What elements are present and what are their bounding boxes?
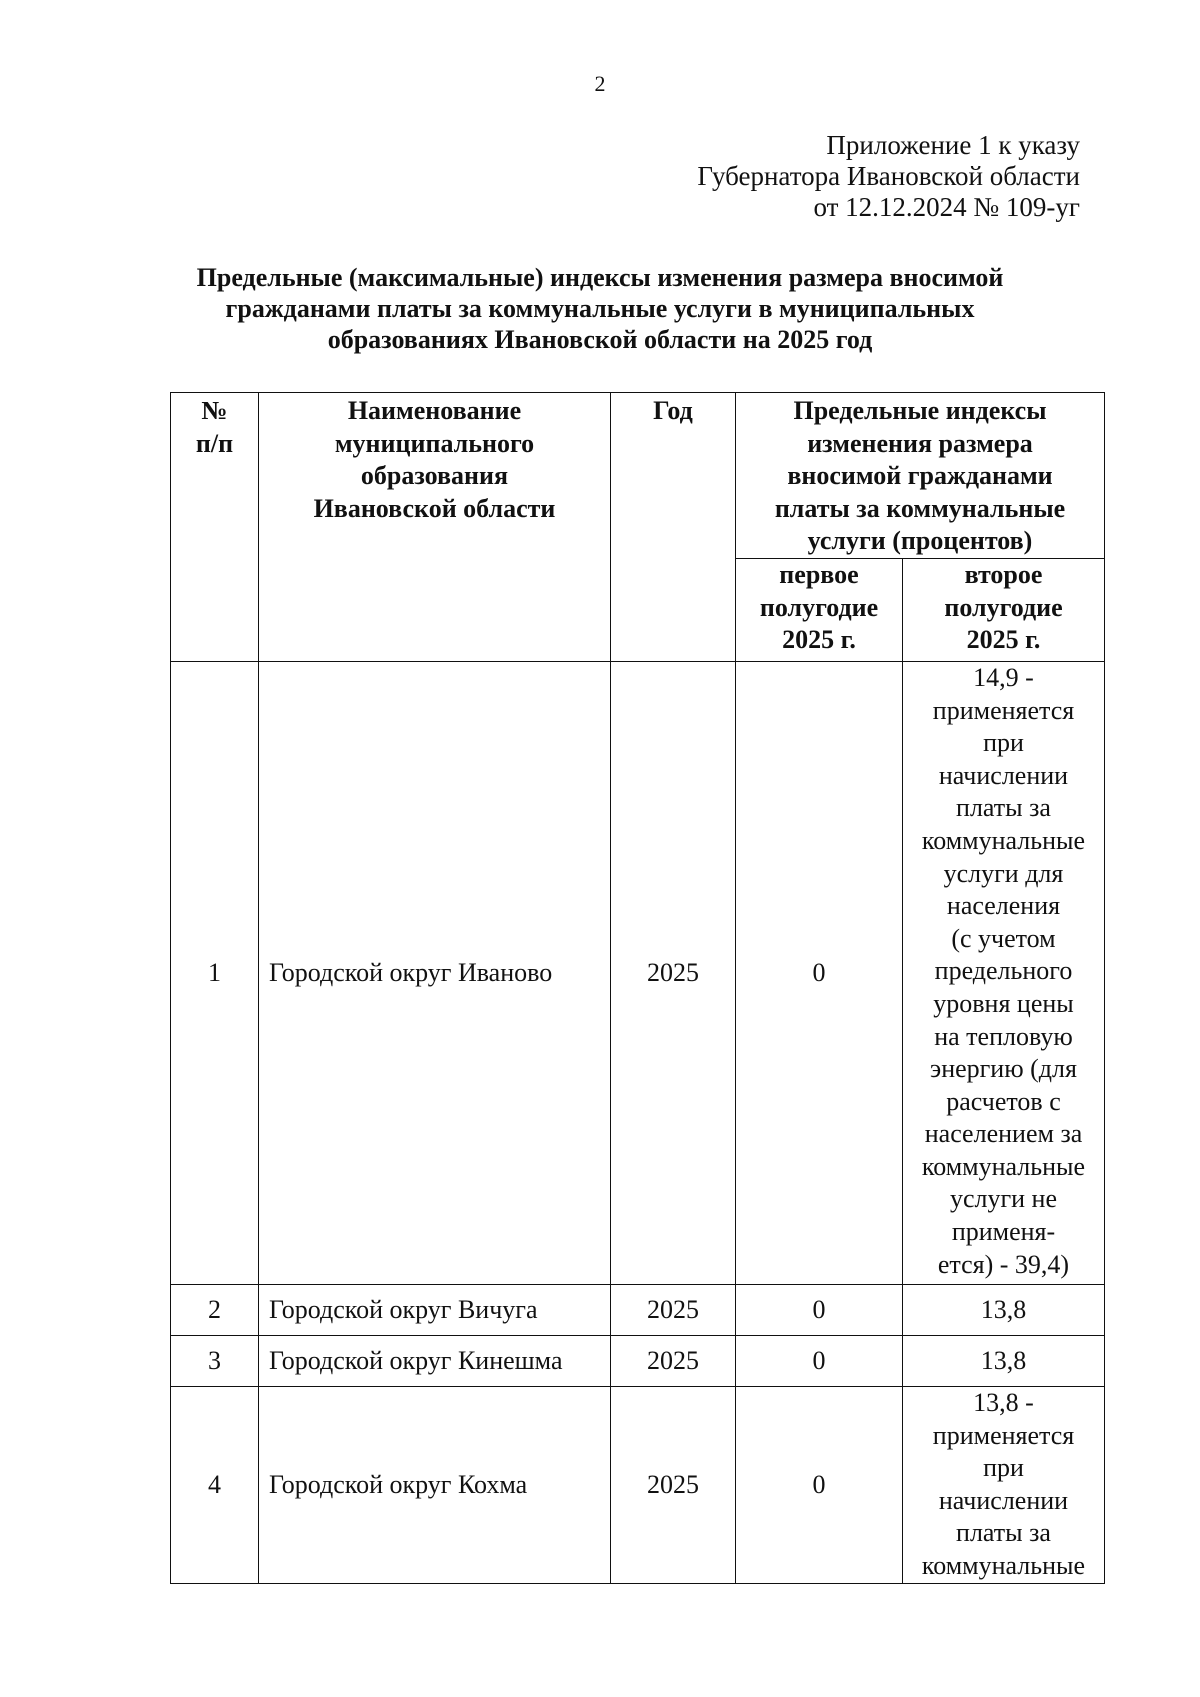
page-number: 2 [594,71,606,96]
appendix-line-3: от 12.12.2024 № 109-уг [813,192,1080,222]
municipality-name: Городской округ Кохма [259,1386,611,1583]
row-year: 2025 [611,1284,736,1335]
title-line-2: гражданами платы за коммунальные услуги в муниципальных [225,294,975,323]
row-number: 1 [171,661,259,1284]
first-half-index: 0 [736,1386,903,1583]
header-year: Год [611,393,736,662]
second-half-index: 13,8 - применяется при начислении платы за коммунальные [903,1386,1105,1583]
row-year: 2025 [611,661,736,1284]
table-row [171,1284,1105,1335]
header-first-half: первое полугодие 2025 г. [736,558,903,661]
row-year: 2025 [611,1386,736,1583]
document-title [150,262,1050,355]
indices-table [170,392,1105,1584]
table-row [171,661,1105,1284]
table-row [171,1335,1105,1386]
header-number: № п/п [171,393,259,662]
second-half-index: 13,8 [903,1335,1105,1386]
title-line-3: образованиях Ивановской области на 2025 год [327,325,873,354]
row-number: 2 [171,1284,259,1335]
second-half-index: 14,9 - применяется при начислении платы за коммунальные услуги для населения (с учетом предельного уровня цены на тепловую энергию (для расчетов с населением за коммунальные услуги не применя- ется) - 39,4) [903,661,1105,1284]
municipality-name: Городской округ Кинешма [259,1335,611,1386]
first-half-index: 0 [736,1284,903,1335]
row-number: 3 [171,1335,259,1386]
appendix-reference [697,130,1080,223]
appendix-line-2: Губернатора Ивановской области [697,161,1080,191]
first-half-index: 0 [736,661,903,1284]
first-half-index: 0 [736,1335,903,1386]
row-number: 4 [171,1386,259,1583]
table-row [171,1386,1105,1583]
row-year: 2025 [611,1335,736,1386]
header-indices: Предельные индексы изменения размера вносимой гражданами платы за коммунальные услуги (процентов) [736,393,1105,559]
header-second-half: второе полугодие 2025 г. [903,558,1105,661]
second-half-index: 13,8 [903,1284,1105,1335]
appendix-line-1: Приложение 1 к указу [826,130,1080,160]
title-line-1: Предельные (максимальные) индексы изменения размера вносимой [196,263,1004,292]
header-municipality: Наименование муниципального образования Ивановской области [259,393,611,662]
municipality-name: Городской округ Иваново [259,661,611,1284]
municipality-name: Городской округ Вичуга [259,1284,611,1335]
